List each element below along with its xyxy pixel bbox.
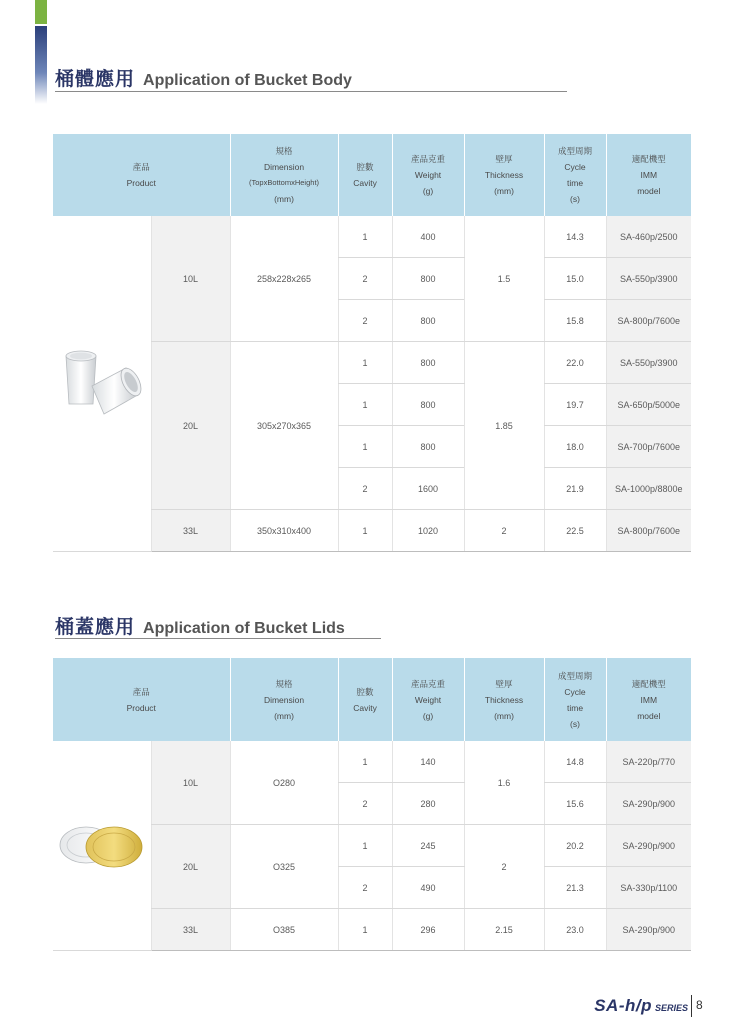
weight-cell: 1020 [392,510,464,552]
model-cell: SA-220p/770 [606,741,691,783]
product-33l: 33L [151,909,230,951]
model-cell: SA-550p/3900 [606,258,691,300]
thickness-cell: 1.85 [464,342,544,510]
cycle-cell: 15.8 [544,300,606,342]
cycle-cell: 21.9 [544,468,606,510]
model-cell: SA-800p/7600e [606,300,691,342]
cycle-cell: 21.3 [544,867,606,909]
cavity-cell: 1 [338,384,392,426]
weight-cell: 490 [392,867,464,909]
dimension-cell: 305x270x365 [230,342,338,510]
page-number: 8 [696,998,703,1012]
cavity-cell: 1 [338,909,392,951]
header-thickness: 壁厚 Thickness (mm) [464,134,544,216]
cavity-cell: 1 [338,741,392,783]
accent-bar-blue [35,26,47,104]
weight-cell: 800 [392,300,464,342]
cycle-cell: 19.7 [544,384,606,426]
series-logo [594,996,688,1016]
header-dimension: 規格 Dimension (mm) [230,658,338,741]
section-title-zh: 桶體應用 [55,68,136,90]
cavity-cell: 1 [338,510,392,552]
thickness-cell: 2 [464,825,544,909]
model-cell: SA-290p/900 [606,783,691,825]
cavity-cell: 2 [338,258,392,300]
lid-product-image [53,741,151,951]
product-33l: 33L [151,510,230,552]
header-product: 產品 Product [53,134,230,216]
cycle-cell: 14.8 [544,741,606,783]
model-cell: SA-550p/3900 [606,342,691,384]
header-cycle-time: 成型周期 Cycle time (s) [544,134,606,216]
header-thickness: 壁厚 Thickness (mm) [464,658,544,741]
dimension-cell: O325 [230,825,338,909]
footer-divider [691,995,692,1017]
weight-cell: 245 [392,825,464,867]
cavity-cell: 1 [338,342,392,384]
header-dimension: 規格 Dimension (TopxBottomxHeight) (mm) [230,134,338,216]
cavity-cell: 2 [338,867,392,909]
header-cavity: 腔數 Cavity [338,134,392,216]
title-underline [55,91,567,92]
cavity-cell: 1 [338,426,392,468]
header-imm-model: 適配機型 IMM model [606,134,691,216]
header-cycle-time: 成型周期 Cycle time (s) [544,658,606,741]
section-title-bucket-lids [55,612,345,639]
bucket-product-image [53,216,151,552]
model-cell: SA-460p/2500 [606,216,691,258]
header-product: 產品 Product [53,658,230,741]
section-title-en: Application of Bucket Lids [143,620,345,637]
header-weight: 產品克重 Weight (g) [392,658,464,741]
cavity-cell: 2 [338,783,392,825]
header-cavity: 腔數 Cavity [338,658,392,741]
product-20l: 20L [151,342,230,510]
accent-bar-green [35,0,47,24]
model-cell: SA-1000p/8800e [606,468,691,510]
dimension-cell: O385 [230,909,338,951]
model-cell: SA-800p/7600e [606,510,691,552]
dimension-cell: O280 [230,741,338,825]
header-imm-model: 適配機型 IMM model [606,658,691,741]
model-cell: SA-290p/900 [606,909,691,951]
thickness-cell: 1.5 [464,216,544,342]
cycle-cell: 18.0 [544,426,606,468]
weight-cell: 800 [392,342,464,384]
cavity-cell: 2 [338,468,392,510]
product-10l: 10L [151,741,230,825]
cavity-cell: 1 [338,825,392,867]
section-title-zh: 桶蓋應用 [55,616,136,638]
brand-series: SERIES [654,1003,688,1013]
product-20l: 20L [151,825,230,909]
weight-cell: 1600 [392,468,464,510]
thickness-cell: 2.15 [464,909,544,951]
cycle-cell: 15.0 [544,258,606,300]
cycle-cell: 15.6 [544,783,606,825]
model-cell: SA-330p/1100 [606,867,691,909]
cycle-cell: 22.5 [544,510,606,552]
weight-cell: 280 [392,783,464,825]
cycle-cell: 14.3 [544,216,606,258]
brand-name: SA-h/p [594,996,652,1015]
bucket-lids-table [53,658,691,951]
weight-cell: 296 [392,909,464,951]
weight-cell: 800 [392,426,464,468]
bucket-body-table [53,134,691,552]
weight-cell: 800 [392,258,464,300]
cavity-cell: 1 [338,216,392,258]
dimension-cell: 350x310x400 [230,510,338,552]
cavity-cell: 2 [338,300,392,342]
title-underline [55,638,381,639]
section-title-en: Application of Bucket Body [143,72,352,89]
thickness-cell: 2 [464,510,544,552]
dimension-cell: 258x228x265 [230,216,338,342]
header-weight: 產品克重 Weight (g) [392,134,464,216]
lid-image [56,815,148,875]
weight-cell: 400 [392,216,464,258]
cycle-cell: 23.0 [544,909,606,951]
thickness-cell: 1.6 [464,741,544,825]
cycle-cell: 20.2 [544,825,606,867]
model-cell: SA-650p/5000e [606,384,691,426]
section-title-bucket-body [55,64,352,91]
weight-cell: 140 [392,741,464,783]
model-cell: SA-700p/7600e [606,426,691,468]
cycle-cell: 22.0 [544,342,606,384]
product-10l: 10L [151,216,230,342]
bucket-image [56,338,148,428]
model-cell: SA-290p/900 [606,825,691,867]
weight-cell: 800 [392,384,464,426]
